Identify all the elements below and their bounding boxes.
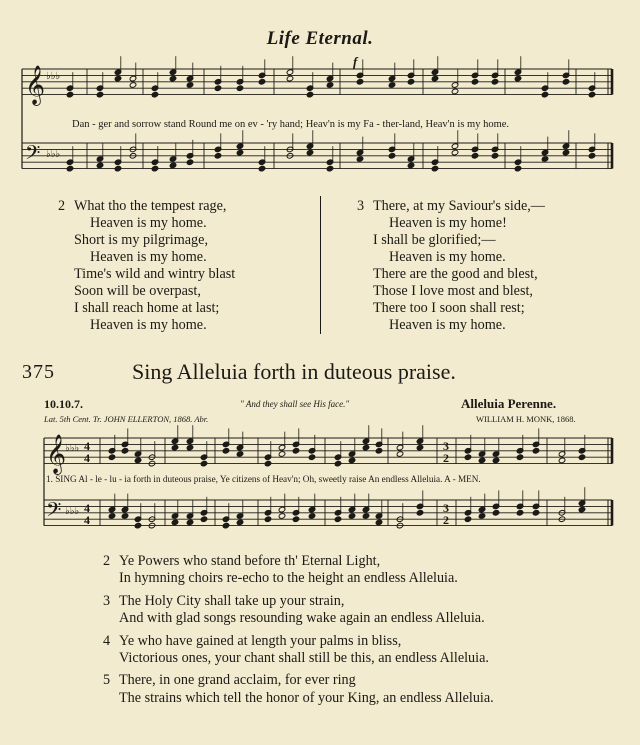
bass-note: [514, 165, 521, 171]
bass-note: [492, 510, 499, 516]
verse-line: What tho the tempest rage,: [74, 198, 227, 214]
bass-note: [222, 522, 229, 528]
treble-note: [491, 79, 498, 85]
bass-clef: 𝄢: [25, 141, 41, 169]
bass-note: [407, 162, 414, 168]
verse-line: Ye who have gained at length your palms in bliss,: [119, 632, 402, 649]
bass-note: [236, 519, 243, 525]
treble-note: [308, 454, 315, 460]
treble-note: [396, 451, 403, 457]
bass-note: [562, 149, 569, 155]
time-signature: 4: [84, 439, 90, 453]
verse-line: There are the good and blest,: [373, 266, 538, 282]
verse-line: Soon will be overpast,: [74, 283, 201, 299]
treble-note: [407, 79, 414, 85]
treble-note: [222, 448, 229, 454]
time-signature: 4: [84, 513, 90, 527]
bass-note: [121, 513, 128, 519]
treble-note: [151, 91, 158, 97]
verse-line: I shall reach home at last;: [74, 300, 220, 316]
bass-note: [169, 162, 176, 168]
verse-line: I shall be glorified;—: [373, 232, 496, 248]
verse-number: 2: [58, 198, 66, 214]
treble-note: [588, 91, 595, 97]
bass-note: [292, 516, 299, 522]
bass-note: [114, 165, 121, 171]
treble-note: [121, 448, 128, 454]
verse-line: Time's wild and wintry blast: [74, 266, 236, 282]
bass-note: [96, 162, 103, 168]
treble-note: [129, 82, 136, 88]
verse-line: There too I soon shall rest;: [373, 300, 525, 316]
tune-name: Alleluia Perenne.: [461, 396, 557, 411]
verse-number: 3: [103, 592, 111, 609]
key-signature: ♭♭♭: [46, 71, 61, 82]
key-signature: ♭♭♭: [65, 443, 80, 454]
bass-note: [200, 516, 207, 522]
treble-clef: 𝄞: [25, 65, 46, 105]
bass-note: [348, 513, 355, 519]
verse-line: The Holy City shall take up your strain,: [119, 592, 345, 609]
treble-note: [169, 75, 176, 81]
treble-note: [326, 82, 333, 88]
treble-note: [278, 451, 285, 457]
bass-note: [541, 156, 548, 162]
verse-line: The strains which tell the honor of your King, an endless Alleluia.: [119, 689, 494, 706]
bass-note: [186, 159, 193, 165]
treble-note: [306, 91, 313, 97]
column-divider: [320, 196, 321, 334]
bass-note: [278, 513, 285, 519]
treble-note: [416, 444, 423, 450]
treble-note: [451, 88, 458, 94]
treble-note: [108, 454, 115, 460]
hymn2-verses: [103, 553, 494, 707]
treble-note: [258, 79, 265, 85]
time-signature: 3: [443, 439, 449, 453]
bass-note: [108, 513, 115, 519]
treble-note: [541, 91, 548, 97]
bass-clef: 𝄢: [46, 498, 62, 526]
bass-note: [491, 153, 498, 159]
treble-note: [214, 85, 221, 91]
verse-number: 4: [103, 632, 111, 649]
treble-note: [362, 444, 369, 450]
bass-note: [171, 519, 178, 525]
bass-note: [306, 149, 313, 155]
treble-note: [356, 79, 363, 85]
verse-3: [357, 198, 545, 334]
bass-note: [334, 516, 341, 522]
verse-line: Heaven is my home.: [389, 317, 506, 333]
treble-note: [292, 448, 299, 454]
verse-line: Heaven is my home.: [90, 317, 207, 333]
key-signature: ♭♭♭: [46, 149, 61, 160]
music-credit: WILLIAM H. MONK, 1868.: [476, 414, 576, 424]
verse-line: Heaven is my home.: [90, 249, 207, 265]
bass-note: [362, 513, 369, 519]
bass-note: [464, 516, 471, 522]
verse-line: Heaven is my home!: [389, 215, 507, 231]
treble-note: [200, 460, 207, 466]
treble-note: [186, 444, 193, 450]
bass-note: [532, 510, 539, 516]
verse-line: In hymning choirs re-echo to the height an endless Alleluia.: [119, 570, 458, 587]
treble-note: [578, 454, 585, 460]
treble-note: [471, 79, 478, 85]
bass-note: [388, 153, 395, 159]
verse-number: 5: [103, 672, 111, 689]
bass-note: [375, 519, 382, 525]
verse-line: There, at my Saviour's side,—: [373, 198, 545, 214]
treble-note: [334, 460, 341, 466]
meter: 10.10.7.: [44, 397, 83, 411]
bass-note: [134, 522, 141, 528]
treble-note: [516, 454, 523, 460]
bass-note: [151, 165, 158, 171]
epigraph: " And they shall see His face.": [240, 399, 350, 409]
time-signature: 3: [443, 501, 449, 515]
treble-note: [236, 451, 243, 457]
time-signature: 2: [443, 513, 449, 527]
bass-note: [588, 153, 595, 159]
treble-note: [66, 91, 73, 97]
verse-2: [58, 198, 235, 334]
verse-number: 3: [357, 198, 365, 214]
bass-note: [578, 506, 585, 512]
bass-note: [431, 165, 438, 171]
treble-note: [492, 457, 499, 463]
treble-note: [114, 75, 121, 81]
key-signature: ♭♭♭: [65, 506, 80, 517]
treble-note: [532, 448, 539, 454]
bass-note: [308, 513, 315, 519]
treble-note: [96, 91, 103, 97]
treble-note: [375, 448, 382, 454]
bass-note: [66, 165, 73, 171]
treble-note: [186, 82, 193, 88]
treble-note: [171, 444, 178, 450]
treble-note: [514, 75, 521, 81]
treble-note: [134, 457, 141, 463]
time-signature: 2: [443, 451, 449, 465]
bass-note: [326, 165, 333, 171]
hymn2-lyric-line: 1. SING Al - le - lu - ia forth in duteous praise, Ye citizens of Heav'n; Oh, sweetly raise An endless Alleluia. A - MEN.: [46, 474, 481, 484]
treble-note: [431, 75, 438, 81]
treble-note: [388, 82, 395, 88]
verse-line: Short is my pilgrimage,: [74, 232, 208, 248]
verse-line: Those I love most and blest,: [373, 283, 533, 299]
dynamic-forte: f: [353, 54, 358, 69]
treble-note: [464, 454, 471, 460]
treble-note: [478, 457, 485, 463]
bass-note: [264, 516, 271, 522]
bass-note: [471, 153, 478, 159]
verse-line: Ye Powers who stand before th' Eternal Light,: [119, 553, 381, 569]
bass-note: [186, 519, 193, 525]
bass-note: [516, 510, 523, 516]
bass-note: [258, 165, 265, 171]
verse-line: Victorious ones, your chant shall still be this, an endless Alleluia.: [119, 650, 489, 667]
bass-note: [478, 513, 485, 519]
verse-number: 2: [103, 553, 111, 569]
treble-note: [264, 460, 271, 466]
verse-line: And with glad songs resounding wake again an endless Alleluia.: [119, 610, 485, 627]
treble-clef: 𝄞: [46, 434, 67, 474]
hymn-tune-title: Life Eternal.: [266, 28, 374, 49]
verse-line: Heaven is my home.: [90, 215, 207, 231]
treble-note: [562, 79, 569, 85]
hymn1-lyric-line: Dan - ger and sorrow stand Round me on ev - 'ry hand; Heav'n is my Fa - ther-land, Heav'n is my home.: [72, 119, 510, 130]
treble-note: [286, 75, 293, 81]
bass-note: [451, 149, 458, 155]
treble-note: [348, 457, 355, 463]
bass-note: [416, 510, 423, 516]
time-signature: 4: [84, 451, 90, 465]
time-signature: 4: [84, 501, 90, 515]
bass-note: [356, 156, 363, 162]
hymn-number: 375: [22, 361, 55, 383]
text-credit: Lat. 5th Cent. Tr. JOHN ELLERTON, 1868. Abr.: [44, 414, 209, 424]
treble-note: [236, 85, 243, 91]
bass-note: [236, 149, 243, 155]
verse-line: Heaven is my home.: [389, 249, 506, 265]
hymn-title: Sing Alleluia forth in duteous praise.: [132, 359, 456, 384]
verse-line: There, in one grand acclaim, for ever ring: [119, 672, 356, 689]
treble-note: [558, 457, 565, 463]
bass-note: [214, 153, 221, 159]
